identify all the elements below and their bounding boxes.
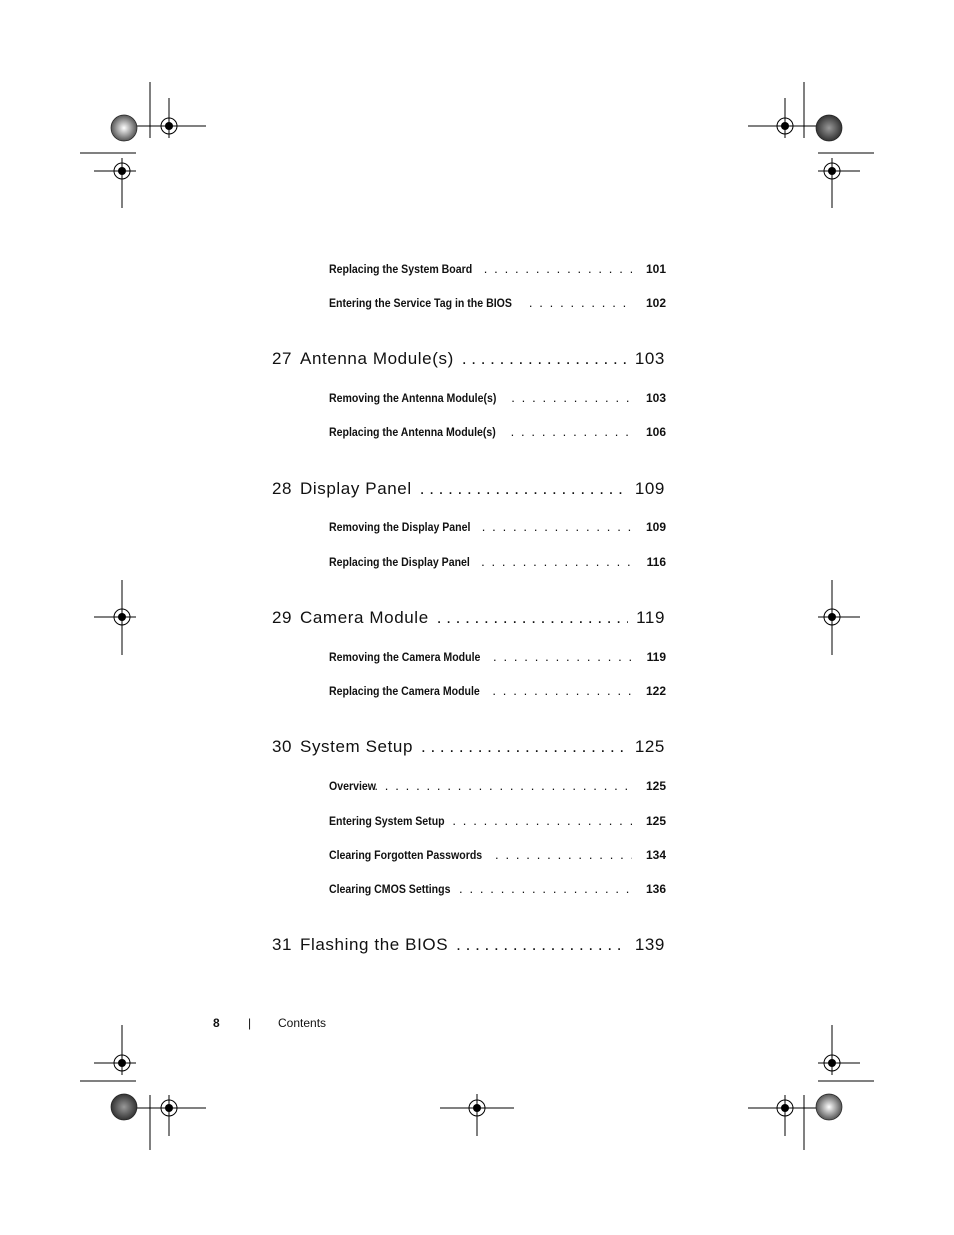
toc-entry-page: 109 (645, 520, 666, 534)
leader-dots (490, 649, 633, 664)
leader-dots (452, 935, 627, 955)
leader-dots (492, 847, 632, 862)
toc-section-row[interactable] (329, 390, 666, 405)
chapter-number: 31 (272, 935, 293, 954)
footer-page-number: 8 (213, 1016, 220, 1030)
toc-entry-page: 116 (646, 555, 666, 569)
leader-dots (458, 349, 627, 369)
leader-dots (449, 813, 632, 828)
toc-section-row[interactable] (329, 683, 666, 698)
toc-entry-title: Removing the Camera Module (329, 650, 481, 664)
toc-entry-page: 106 (645, 425, 666, 439)
toc-entry-page: 101 (645, 262, 666, 276)
toc-entry-page: 139 (634, 935, 665, 954)
leader-dots (416, 479, 627, 499)
toc-entry-title: Overview (329, 779, 376, 793)
toc-entry-title: Replacing the System Board (329, 262, 473, 276)
toc-section-row[interactable] (329, 424, 666, 439)
toc-entry-title: Replacing the Display Panel (329, 555, 470, 569)
toc-entry-page: 103 (634, 349, 665, 368)
toc-entry-title: Entering the Service Tag in the BIOS (329, 296, 512, 310)
leader-dots (433, 608, 628, 628)
toc-entry-page: 122 (645, 684, 666, 698)
toc-section-row[interactable] (329, 554, 666, 569)
toc-entry-page: 109 (634, 479, 665, 498)
chapter-number: 29 (272, 608, 293, 627)
leader-dots (478, 554, 633, 569)
toc-entry-title: Removing the Display Panel (329, 520, 471, 534)
toc-entry-title: Entering System Setup (329, 814, 445, 828)
toc-entry-page: 125 (634, 737, 665, 756)
toc-entry-title: Clearing CMOS Settings (329, 882, 451, 896)
leader-dots (489, 683, 632, 698)
toc-entry-title: Flashing the BIOS (300, 935, 449, 954)
toc-section-row[interactable] (329, 261, 666, 276)
toc-section-row[interactable] (329, 881, 666, 896)
leader-dots (456, 881, 632, 896)
leader-dots (479, 519, 632, 534)
chapter-number: 27 (272, 349, 293, 368)
toc-entry-title: Antenna Module(s) (300, 349, 454, 368)
toc-entry-title: Display Panel (300, 479, 412, 498)
toc-entry-title: System Setup (300, 737, 414, 756)
leader-dots (508, 390, 632, 405)
toc-entry-page: 103 (645, 391, 666, 405)
chapter-number: 28 (272, 479, 293, 498)
toc-section-row[interactable] (329, 519, 666, 534)
leader-dots (481, 261, 632, 276)
toc-entry-page: 136 (645, 882, 666, 896)
toc-section-row[interactable] (329, 649, 666, 664)
toc-chapter-row[interactable] (272, 608, 665, 628)
toc-section-row[interactable] (329, 778, 666, 793)
toc-entry-page: 125 (645, 779, 666, 793)
toc-entry-page: 125 (645, 814, 666, 828)
toc-chapter-row[interactable] (272, 479, 665, 499)
leader-dots (508, 424, 632, 439)
toc-entry-page: 119 (646, 650, 666, 664)
toc-entry-title: Replacing the Camera Module (329, 684, 480, 698)
chapter-number: 30 (272, 737, 293, 756)
toc-entry-page: 134 (645, 848, 666, 862)
footer-section-label: Contents (278, 1016, 327, 1030)
toc-chapter-row[interactable] (272, 349, 665, 369)
toc-entry-title: Replacing the Antenna Module(s) (329, 425, 496, 439)
toc-section-row[interactable] (329, 295, 666, 310)
toc-chapter-row[interactable] (272, 737, 665, 757)
toc-section-row[interactable] (329, 813, 666, 828)
toc-section-row[interactable] (329, 847, 666, 862)
toc-entry-title: Clearing Forgotten Passwords (329, 848, 483, 862)
toc-entry-page: 102 (645, 296, 666, 310)
leader-dots (526, 295, 632, 310)
toc-entry-title: Camera Module (300, 608, 429, 627)
toc-entry-title: Removing the Antenna Module(s) (329, 391, 497, 405)
footer-separator: | (248, 1016, 252, 1030)
toc-entry-page: 119 (636, 608, 665, 627)
leader-dots (417, 737, 627, 757)
toc-chapter-row[interactable] (272, 935, 665, 955)
leader-dots (371, 778, 632, 793)
